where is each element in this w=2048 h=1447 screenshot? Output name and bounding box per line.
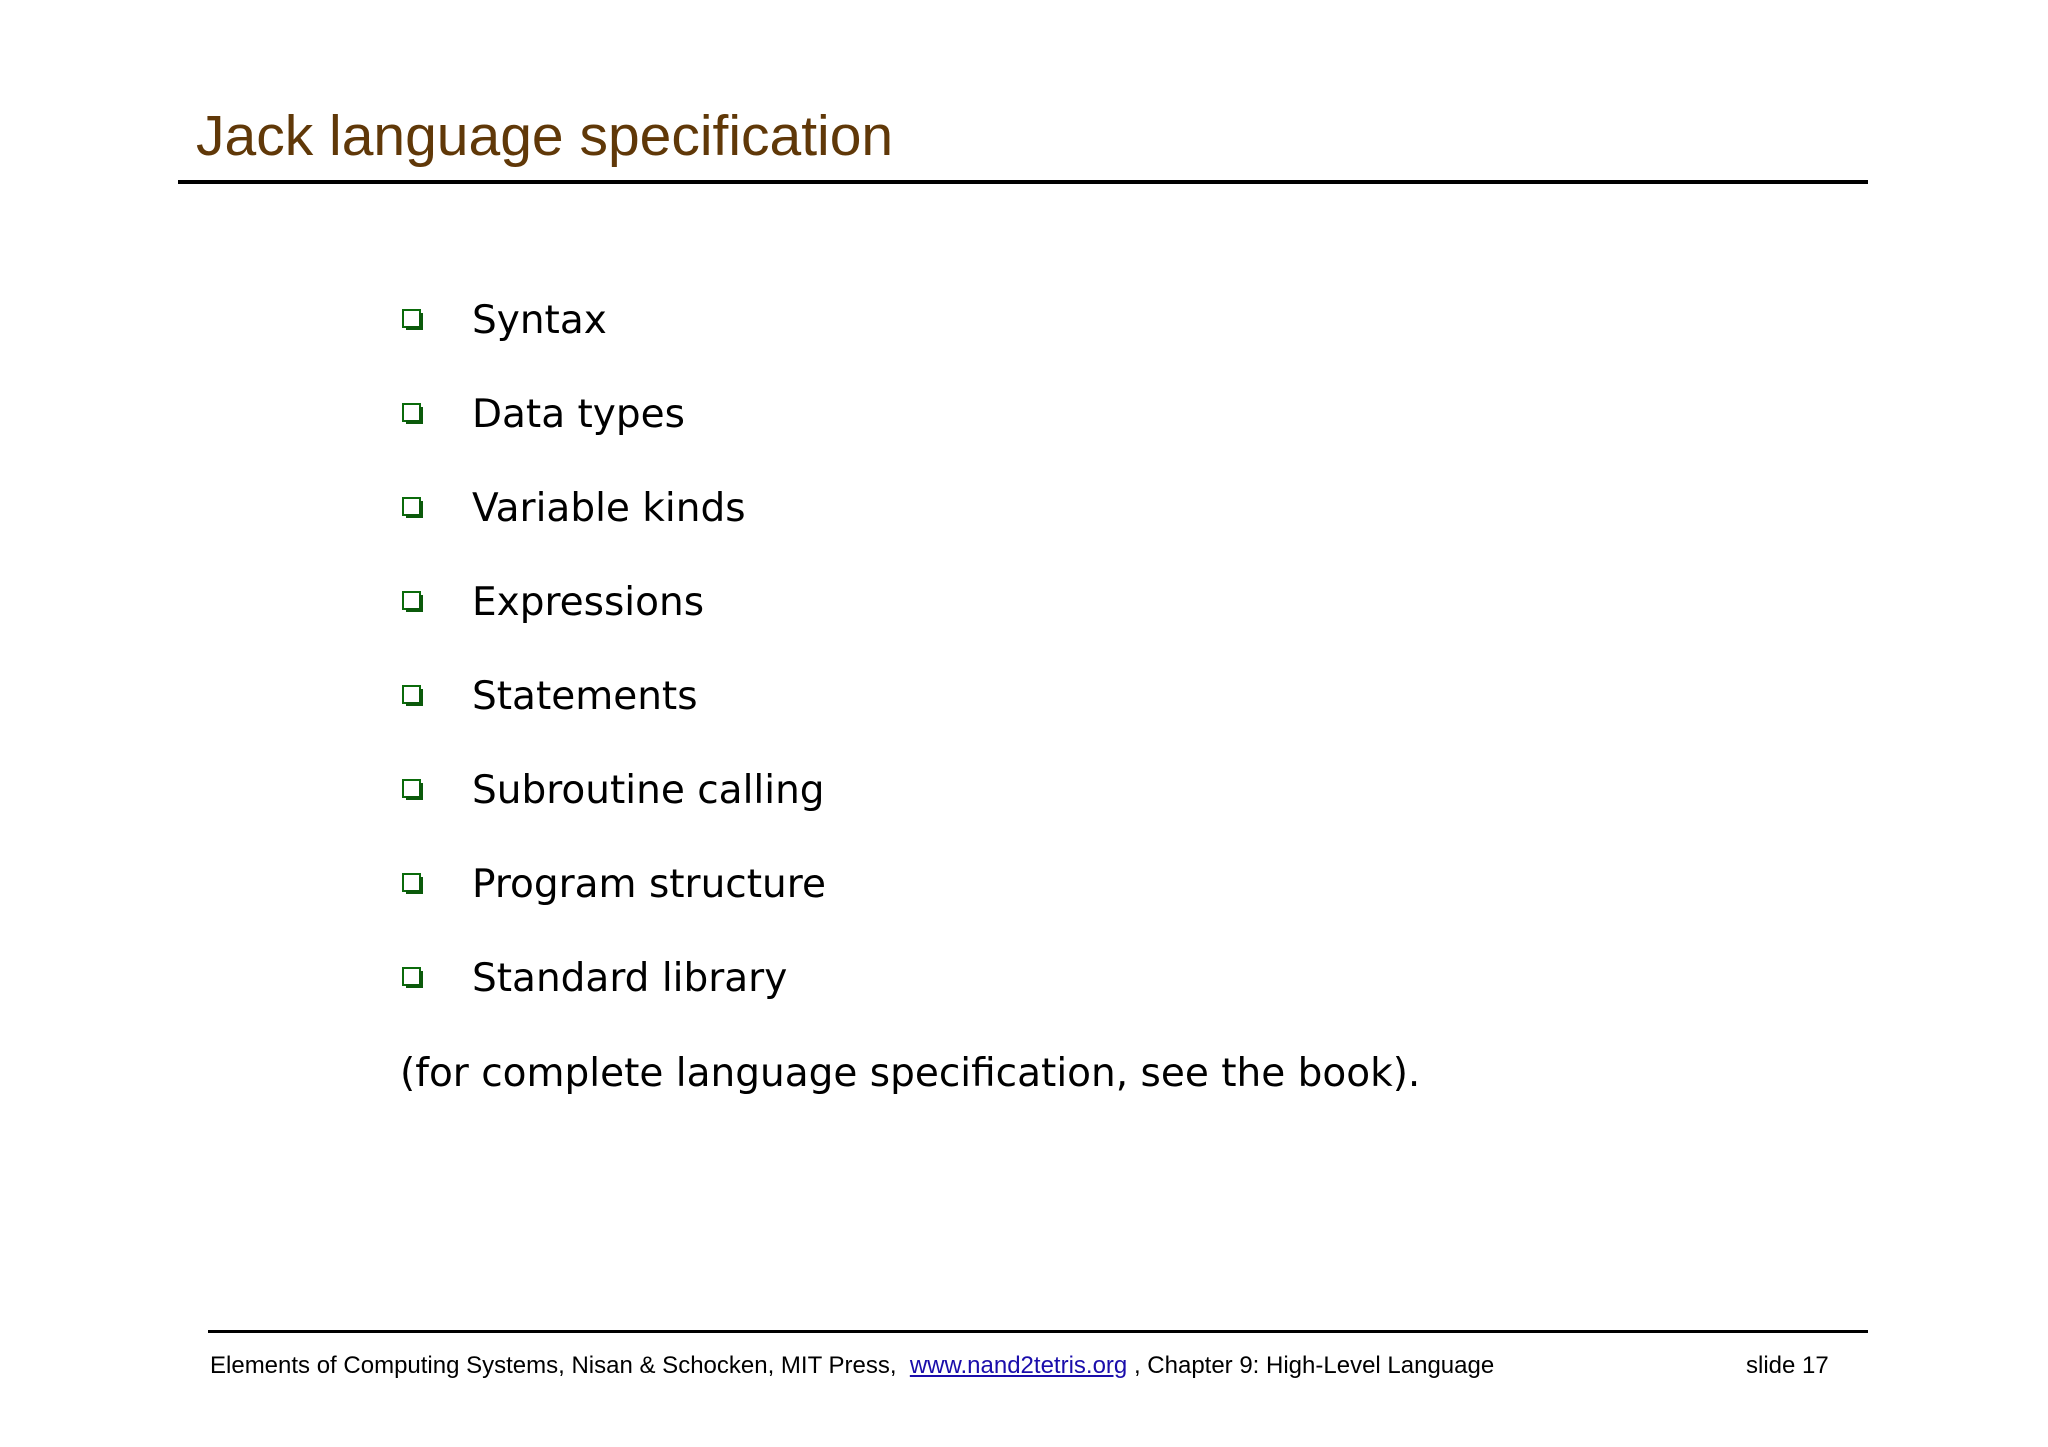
topic-label: Data types <box>472 391 685 437</box>
footer-divider <box>208 1330 1868 1333</box>
checkbox-bullet-icon <box>400 872 424 896</box>
topic-label: Standard library <box>472 955 788 1001</box>
list-item <box>400 478 746 538</box>
checkbox-bullet-icon <box>400 590 424 614</box>
list-item <box>400 666 698 726</box>
list-item <box>400 384 685 444</box>
topic-label: Program structure <box>472 861 826 907</box>
checkbox-bullet-icon <box>400 496 424 520</box>
list-item <box>400 854 826 914</box>
topic-label: Expressions <box>472 579 705 625</box>
topic-label: Variable kinds <box>472 485 746 531</box>
list-item <box>400 948 787 1008</box>
topic-label: Syntax <box>472 297 607 343</box>
footer-citation-prefix: Elements of Computing Systems, Nisan & Schocken, MIT Press, <box>210 1352 910 1379</box>
footer-citation <box>210 1350 1494 1382</box>
slide-number: slide 17 <box>1746 1352 1829 1379</box>
list-item <box>400 760 825 820</box>
checkbox-bullet-icon <box>400 684 424 708</box>
slide-title: Jack language specification <box>196 104 894 168</box>
title-divider <box>178 180 1868 184</box>
checkbox-bullet-icon <box>400 308 424 332</box>
nand2tetris-link[interactable]: www.nand2tetris.org <box>909 1352 1128 1379</box>
checkbox-bullet-icon <box>400 966 424 990</box>
book-reference-note: (for complete language specification, see the book). <box>400 1051 1421 1096</box>
footer-citation-suffix: , Chapter 9: High-Level Language <box>1127 1352 1495 1379</box>
list-item <box>400 572 704 632</box>
topic-label: Subroutine calling <box>472 767 825 813</box>
list-item <box>400 290 607 350</box>
topic-label: Statements <box>472 673 698 719</box>
checkbox-bullet-icon <box>400 402 424 426</box>
checkbox-bullet-icon <box>400 778 424 802</box>
